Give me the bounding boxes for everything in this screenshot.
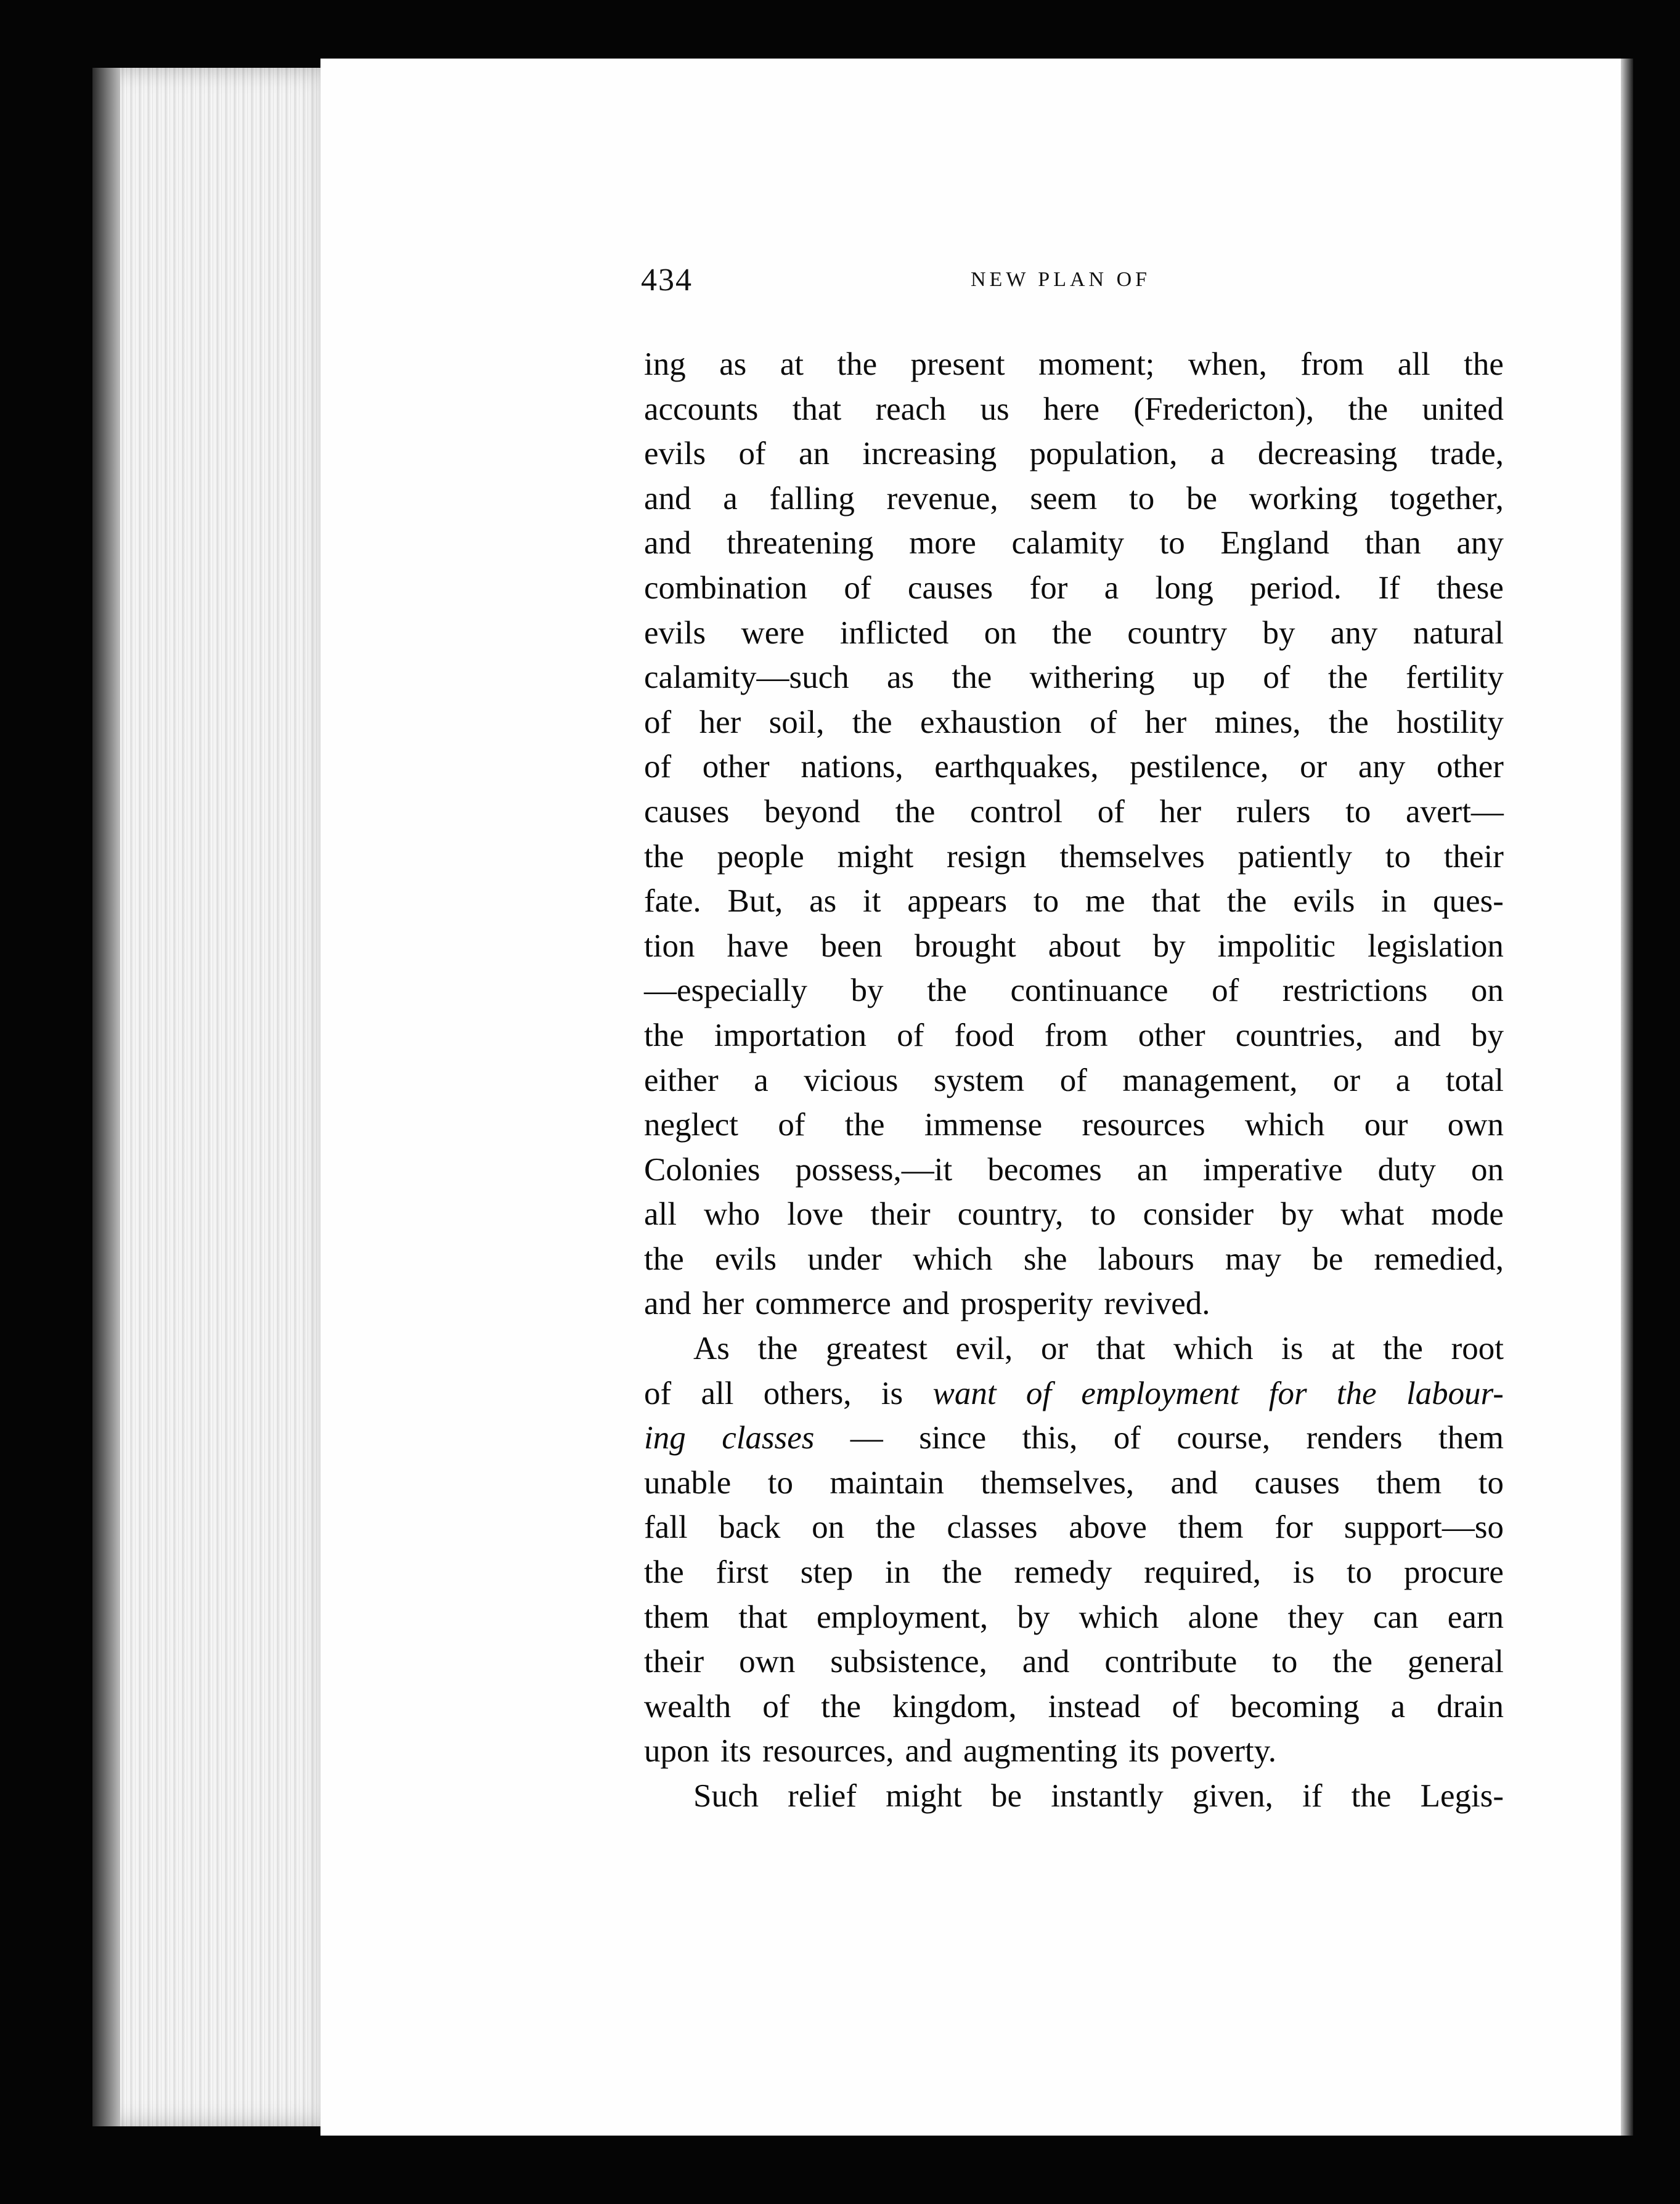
text-line: Such relief might be instantly given, if the Legis-	[693, 1778, 1504, 1814]
text-line: —especially by the continuance of restrictions on	[644, 973, 1504, 1009]
page-number: 434	[641, 263, 693, 298]
text-line: either a vicious system of management, or a total	[644, 1062, 1504, 1098]
text-line: evils of an increasing population, a decreasing trade,	[644, 436, 1504, 472]
text-line: ing as at the present moment; when, from all the	[644, 346, 1504, 382]
text-line: the evils under which she labours may be remedied,	[644, 1241, 1504, 1277]
text-line: Colonies possess,—it becomes an imperative duty on	[644, 1151, 1504, 1188]
text-line: neglect of the immense resources which our own	[644, 1107, 1504, 1143]
text-line: evils were inflicted on the country by any natural	[644, 614, 1504, 651]
text-line: and her commerce and prosperity revived.	[644, 1286, 1210, 1322]
text-line: of other nations, earthquakes, pestilence, or any other	[644, 749, 1504, 785]
text-line: of her soil, the exhaustion of her mines, the hostility	[644, 704, 1504, 740]
text-line: combination of causes for a long period. If these	[644, 569, 1504, 606]
text-line: all who love their country, to consider by what mode	[644, 1196, 1504, 1233]
text-line: calamity—such as the withering up of the fertility	[644, 659, 1504, 696]
text-line: the people might resign themselves patiently to their	[644, 838, 1504, 875]
running-head: NEW PLAN OF	[971, 268, 1151, 291]
text-line: fall back on the classes above them for support—so	[644, 1509, 1504, 1546]
text-line: accounts that reach us here (Fredericton), the united	[644, 391, 1504, 427]
text-line: upon its resources, and augmenting its poverty.	[644, 1733, 1277, 1769]
text-line: tion have been brought about by impolitic legislation	[644, 928, 1504, 964]
text-line: and a falling revenue, seem to be working together,	[644, 480, 1504, 516]
page-right-edge	[1621, 59, 1633, 2136]
text-line: the first step in the remedy required, is to procure	[644, 1554, 1504, 1591]
text-line: fate. But, as it appears to me that the evils in ques-	[644, 883, 1504, 920]
book-page-edges	[92, 68, 327, 2126]
page-header	[641, 262, 1504, 305]
text-line: their own subsistence, and contribute to the general	[644, 1644, 1504, 1680]
text-line: them that employment, by which alone they can earn	[644, 1599, 1504, 1635]
text-line: of all others, is want of employment for the labour-	[644, 1375, 1504, 1411]
text-line: unable to maintain themselves, and causes them to	[644, 1464, 1504, 1501]
text-line: the importation of food from other countries, and by	[644, 1017, 1504, 1053]
book-cover-edge	[92, 68, 120, 2126]
text-line: As the greatest evil, or that which is at the root	[693, 1331, 1504, 1367]
body-text	[644, 342, 1504, 1819]
text-line: causes beyond the control of her rulers to avert—	[644, 793, 1504, 830]
text-line: wealth of the kingdom, instead of becoming a drain	[644, 1688, 1504, 1724]
text-line: ing classes — since this, of course, renders them	[644, 1420, 1504, 1456]
text-line: and threatening more calamity to England than any	[644, 525, 1504, 561]
